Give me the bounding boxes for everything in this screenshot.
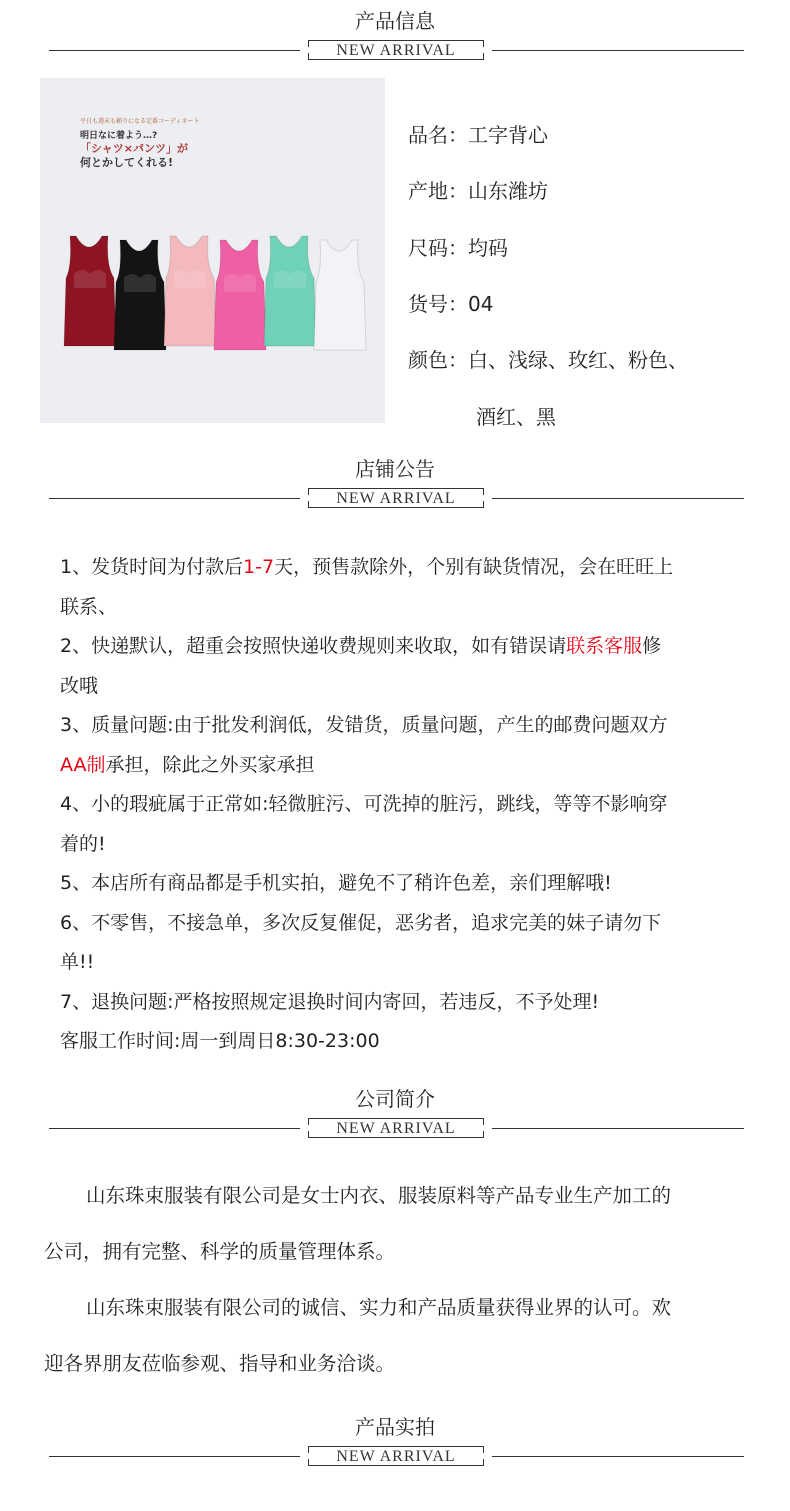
- new-arrival-badge: [308, 488, 484, 508]
- info-size-row: [408, 233, 508, 263]
- company-paragraph: 山东珠束服装有限公司是女士内衣、服装原料等产品专业生产加工的 公司，拥有完整、科学的质量管理体系。: [44, 1184, 672, 1263]
- section-title: 公司简介: [355, 1087, 435, 1111]
- notice-line: 着的!: [60, 832, 106, 855]
- info-label: 颜色：: [408, 348, 468, 372]
- notice-line: 7、退换问题:严格按照规定退换时间内寄回，若违反，不予处理!: [60, 990, 600, 1013]
- info-value: 白、浅绿、玫红、粉色、: [468, 348, 688, 372]
- tank-top-5: [264, 236, 316, 346]
- company-intro: [44, 1168, 754, 1392]
- tank-tops-illustration: [40, 78, 385, 423]
- divider-right: [492, 1128, 744, 1129]
- notice-line: 改哦: [60, 674, 99, 697]
- info-label: 货号：: [408, 292, 468, 316]
- new-arrival-badge: [308, 1446, 484, 1466]
- highlight-text: AA制: [60, 753, 106, 776]
- section-header-photos: [0, 1412, 790, 1468]
- company-paragraph: 山东珠束服装有限公司的诚信、实力和产品质量获得业界的认可。欢 迎各界朋友莅临参观、指导和业务洽谈。: [44, 1296, 672, 1375]
- section-header-company: [0, 1084, 790, 1140]
- notice-line: 4、小的瑕疵属于正常如:轻微脏污、可洗掉的脏污，跳线，等等不影响穿: [60, 793, 668, 815]
- image-caption-1: 平日も週末も頼りになる定番コーディネート: [80, 118, 200, 125]
- section-title: 产品实拍: [355, 1415, 435, 1439]
- info-value: 均码: [468, 236, 508, 260]
- new-arrival-badge: [308, 1118, 484, 1138]
- service-hours: 客服工作时间:周一到周日8:30-23:00: [60, 1030, 380, 1052]
- notice-line: AA制承担，除此之外买家承担: [60, 753, 315, 776]
- info-value: 山东潍坊: [468, 179, 548, 203]
- divider-left: [49, 1128, 300, 1129]
- section-header-notice: [0, 454, 790, 510]
- divider-right: [492, 1456, 744, 1457]
- badge-text: NEW ARRIVAL: [336, 490, 456, 507]
- image-caption-2: 明日なに着よう…?: [80, 131, 158, 141]
- divider-right: [492, 498, 744, 499]
- product-image: [40, 78, 385, 423]
- badge-text: NEW ARRIVAL: [336, 1448, 456, 1465]
- info-value: 酒红、黑: [476, 405, 556, 429]
- info-sku-row: [408, 289, 493, 319]
- info-color-row: [408, 345, 688, 375]
- notice-line: 1、发货时间为付款后1-7天，预售款除外，个别有缺货情况，会在旺旺上: [60, 556, 674, 578]
- notice-line: 联系、: [60, 595, 118, 618]
- highlight-text: 1-7: [243, 556, 275, 578]
- divider-left: [49, 1456, 300, 1457]
- info-name-row: [408, 120, 548, 150]
- notice-line: 3、质量问题:由于批发利润低，发错货，质量问题，产生的邮费问题双方: [60, 714, 668, 736]
- tank-top-3: [164, 236, 216, 346]
- tank-top-1: [64, 236, 116, 346]
- contact-service-link[interactable]: 联系客服: [566, 635, 643, 657]
- info-origin-row: [408, 176, 548, 206]
- notice-line: 5、本店所有商品都是手机实拍，避免不了稍许色差，亲们理解哦!: [60, 872, 612, 894]
- divider-left: [49, 498, 300, 499]
- badge-text: NEW ARRIVAL: [336, 1120, 456, 1137]
- tank-top-2: [114, 240, 166, 350]
- section-title: 产品信息: [355, 9, 435, 33]
- divider-right: [492, 50, 744, 51]
- info-label: 产地：: [408, 179, 468, 203]
- notice-line: 单!!: [60, 951, 95, 973]
- notice-list: [60, 548, 750, 1062]
- info-value: 工字背心: [468, 123, 548, 147]
- info-label: 品名：: [408, 123, 468, 147]
- divider-left: [49, 50, 300, 51]
- section-title: 店铺公告: [355, 457, 435, 481]
- info-value: 04: [468, 292, 494, 316]
- section-header-product-info: [0, 6, 790, 62]
- tank-top-4: [214, 240, 266, 350]
- image-caption-3: 「シャツ×パンツ」が: [80, 142, 188, 155]
- notice-line: 6、不零售，不接急单，多次反复催促，恶劣者，追求完美的妹子请勿下: [60, 911, 662, 934]
- info-label: 尺码：: [408, 236, 468, 260]
- info-color-row-2: [476, 402, 556, 432]
- image-caption-4: 何とかしてくれる!: [80, 156, 174, 169]
- tank-top-6: [314, 240, 366, 350]
- badge-text: NEW ARRIVAL: [336, 42, 456, 59]
- new-arrival-badge: [308, 40, 484, 60]
- notice-line: 2、快递默认，超重会按照快递收费规则来收取，如有错误请联系客服修: [60, 635, 662, 657]
